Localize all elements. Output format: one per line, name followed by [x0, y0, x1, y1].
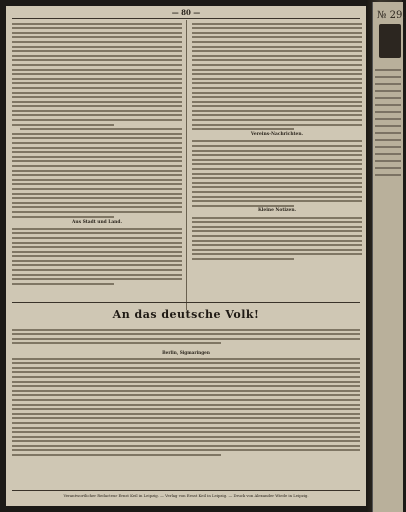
header-rule — [12, 18, 360, 19]
lower-section — [12, 348, 360, 459]
right-article-body-2 — [192, 140, 362, 206]
right-section-title: Vereins-Nachrichten. — [250, 132, 304, 138]
column-divider — [186, 20, 187, 310]
right-article-body-3 — [192, 217, 362, 260]
next-page-number: № 29. — [377, 10, 406, 21]
left-article-body — [12, 23, 182, 218]
left-section-title: Aus Stadt und Land. — [72, 219, 122, 225]
page-number: — 80 — — [171, 8, 201, 17]
lower-section-title: Berlin, Sigmaringen — [162, 350, 210, 355]
imprint-footer: Verantwortlicher Redacteur Ernst Keil in Leipzig. — Verlag von Ernst Keil in Leipzig. — Druck von Alexander Wiede in Leipzig. — [63, 493, 309, 498]
next-page-edge — [372, 2, 406, 512]
banner-title: An das deutsche Volk! — [112, 308, 260, 321]
appeal-body — [12, 326, 360, 347]
newspaper-page — [6, 6, 366, 506]
banner — [12, 308, 360, 321]
footer-rule — [12, 490, 360, 491]
banner-top-rule — [12, 302, 360, 303]
next-page-text — [373, 64, 403, 181]
left-column — [12, 20, 182, 238]
next-page-illustration — [379, 24, 401, 58]
right-column — [192, 20, 362, 308]
right-section-subtitle: Kleine Notizen. — [257, 208, 297, 214]
right-article-body — [192, 23, 362, 131]
lower-section-body — [12, 358, 360, 456]
left-article-body-2 — [12, 228, 182, 285]
